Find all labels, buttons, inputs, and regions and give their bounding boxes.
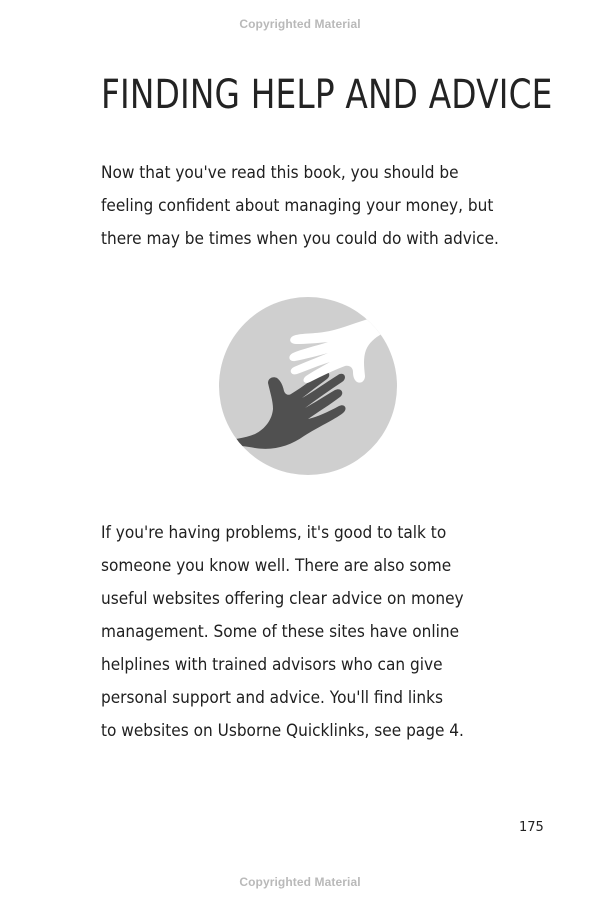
- intro-line: feeling confident about managing your money, but: [101, 196, 494, 215]
- body-line: to websites on Usborne Quicklinks, see page 4.: [101, 721, 464, 740]
- body-line: useful websites offering clear advice on money: [101, 589, 464, 608]
- page-title: FINDING HELP AND ADVICE: [101, 72, 553, 118]
- intro-line: there may be times when you could do with advice.: [101, 229, 499, 248]
- intro-line: Now that you've read this book, you should be: [101, 163, 459, 182]
- helping-hands-graphic: [218, 296, 398, 476]
- body-line: someone you know well. There are also some: [101, 556, 452, 575]
- helping-hands-icon: [218, 296, 398, 476]
- body-line: If you're having problems, it's good to talk to: [101, 523, 447, 542]
- copyright-watermark-top: Copyrighted Material: [239, 17, 361, 31]
- body-line: management. Some of these sites have online: [101, 622, 460, 641]
- copyright-watermark-bottom: Copyrighted Material: [239, 875, 361, 889]
- body-line: personal support and advice. You'll find links: [101, 688, 444, 707]
- page-number: 175: [519, 820, 544, 835]
- body-paragraph: [101, 516, 491, 747]
- body-line: helplines with trained advisors who can give: [101, 655, 443, 674]
- intro-paragraph: [101, 156, 529, 255]
